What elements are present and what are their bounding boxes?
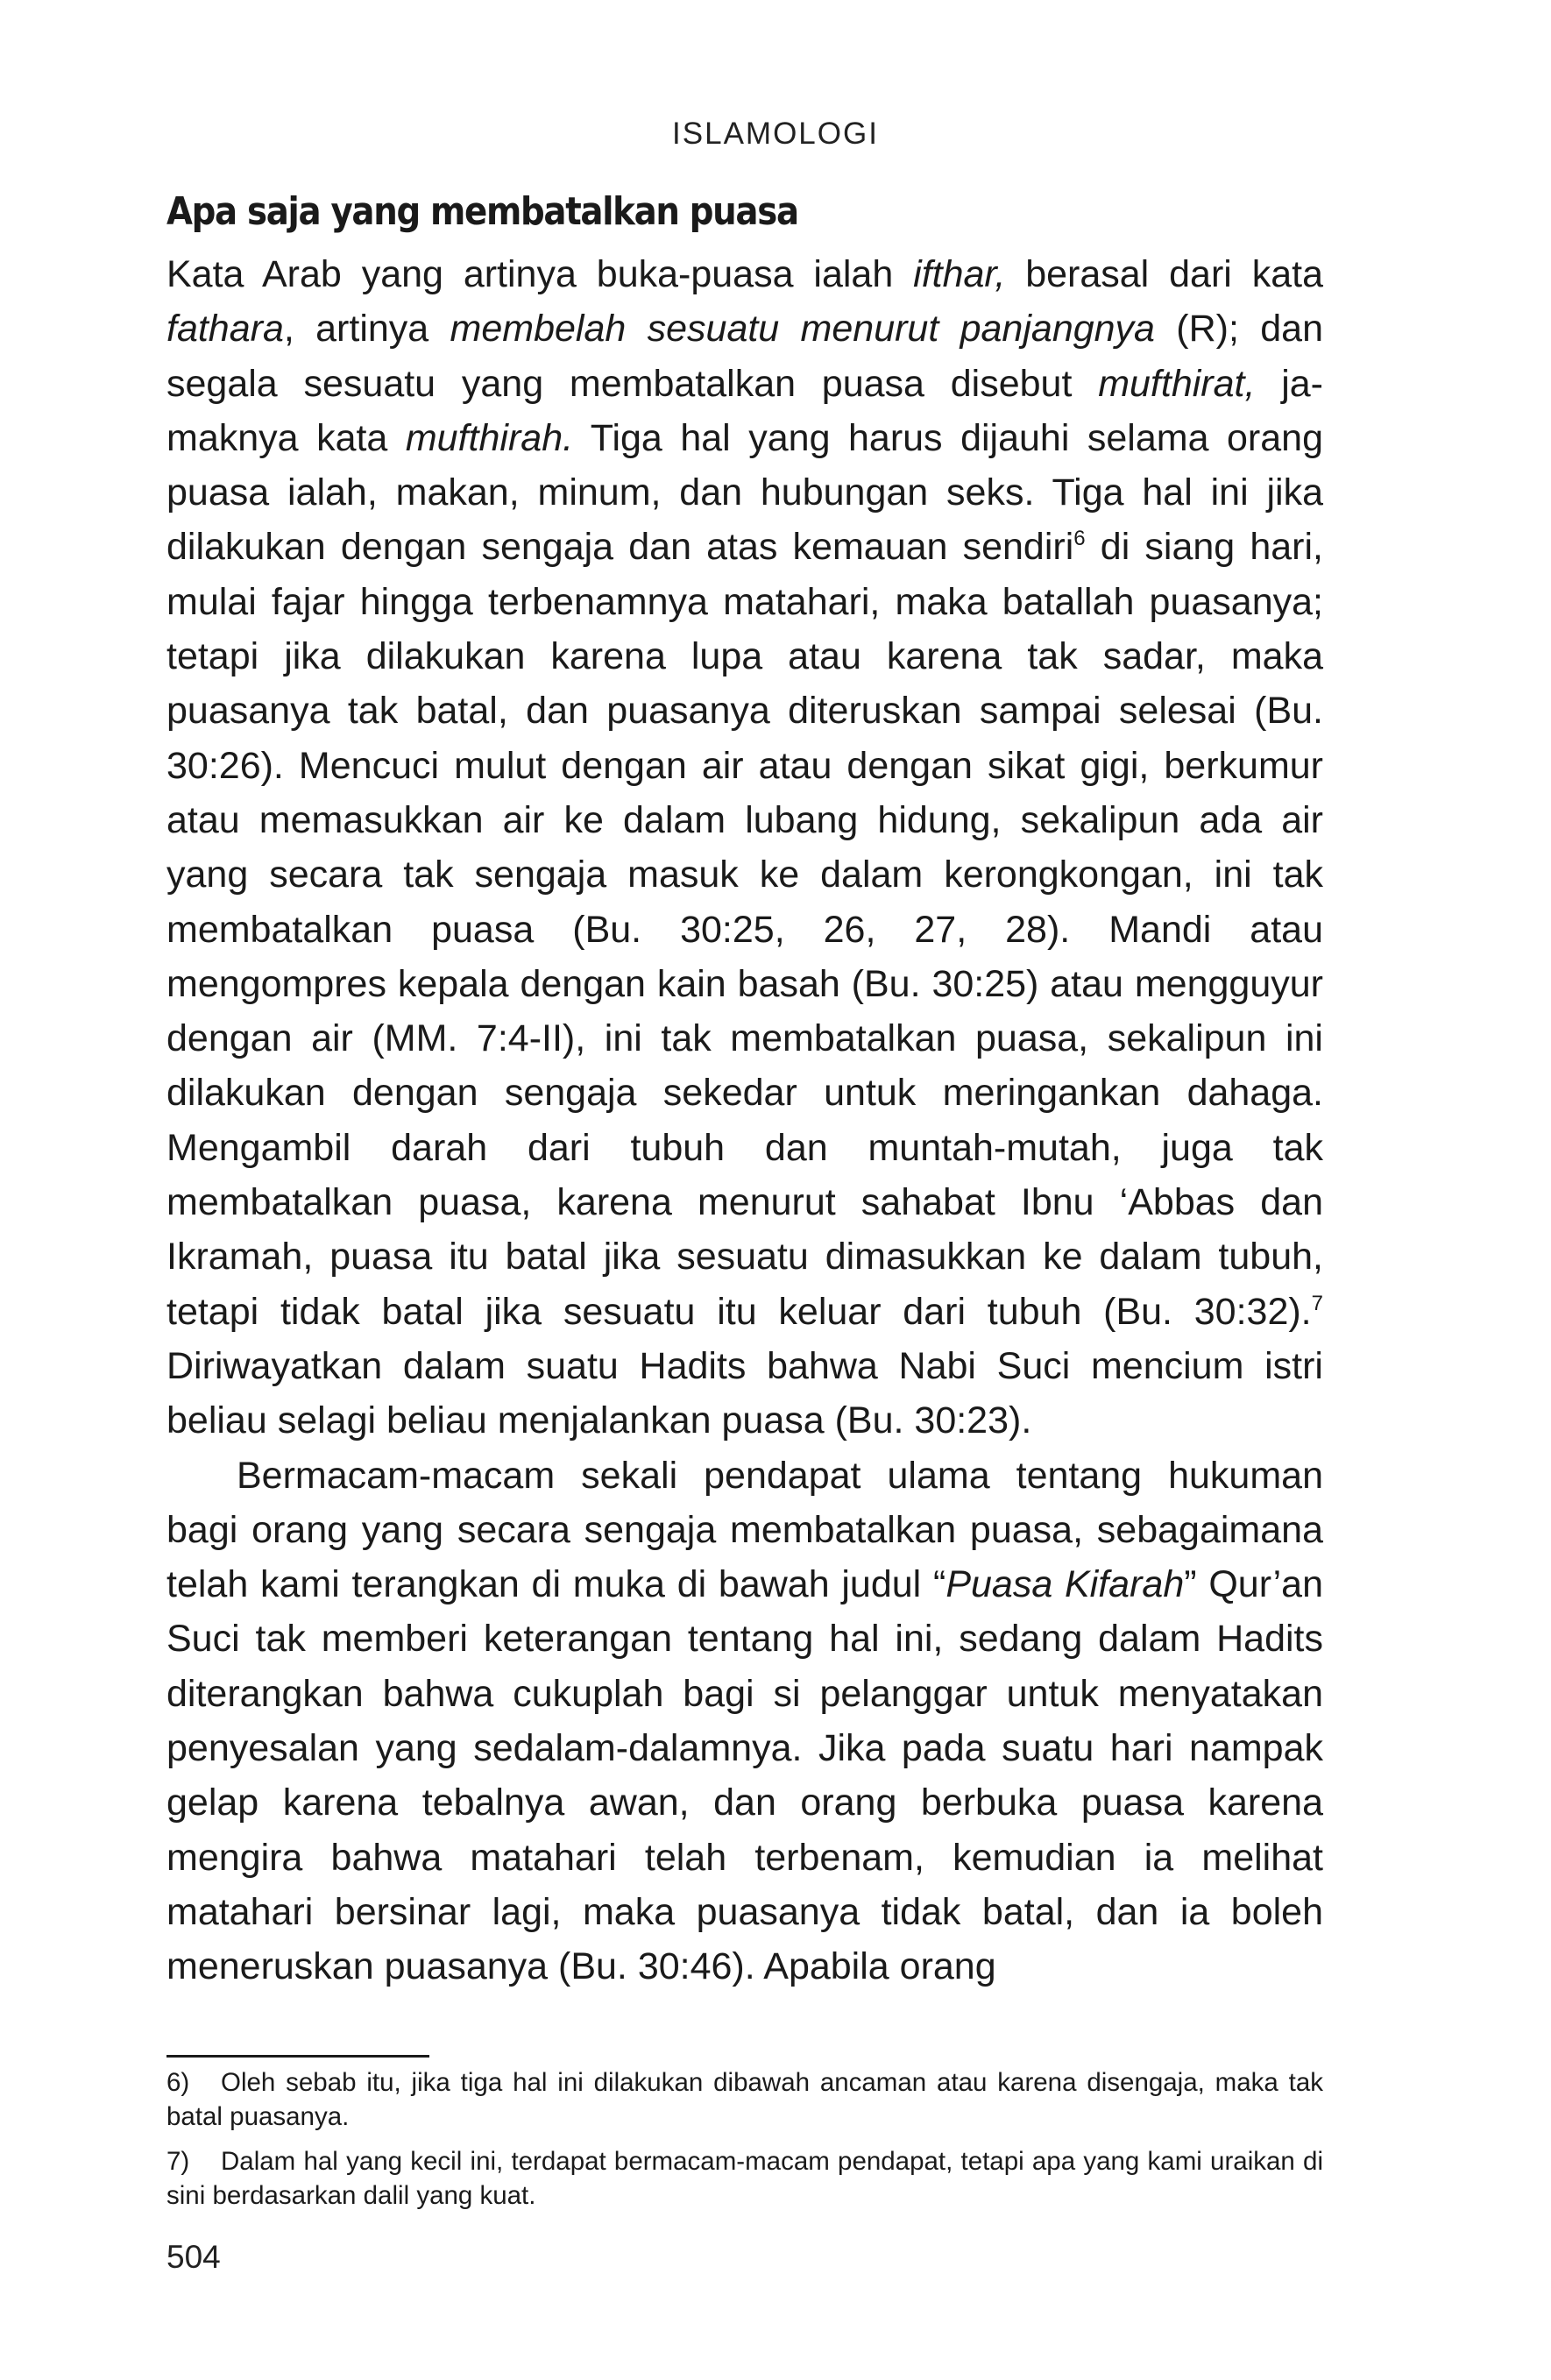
term-membelah: membelah sesuatu menurut panjangnya [450,308,1155,351]
footnote-text: Dalam hal yang kecil ini, terdapat bermacam-macam pendapat, tetapi apa yang kami uraikan di sini berdasarkan dalil yang kuat. [166,2147,1323,2210]
footnote-ref-7[interactable]: 7 [1311,1291,1323,1315]
term-fathara: fathara [166,308,284,351]
term-ifthar: ifthar, [913,253,1006,295]
footnote-text: Oleh sebab itu, jika tiga hal ini dilakukan dibawah ancaman atau karena disengaja, maka tak batal puasanya. [166,2068,1323,2131]
footnote-ref-6[interactable]: 6 [1073,527,1086,551]
text-run: Kata Arab yang artinya buka-puasa ialah [166,253,914,295]
section-heading: Apa saja yang membatalkan puasa [166,189,798,234]
paragraph-1 [166,247,1323,1449]
text-run: di siang hari, mulai fajar hingga terbenamnya matahari, maka batallah puasanya; tetapi jika dilakukan karena lupa atau karena tak sadar, maka puasanya tak batal, dan puasanya diteruskan sampai selesai (Bu. 30:26). Mencuci mulut dengan air atau dengan sikat gigi, berkumur atau memasukkan air ke dalam lubang hidung, sekalipun ada air yang secara tak sengaja masuk ke dalam kerongkongan, ini tak membatalkan puasa (Bu. 30:25, 26, 27, 28). Mandi atau mengompres kepala dengan kain basah (Bu. 30:25) atau mengguyur dengan air (MM. 7:4-II), ini tak membatalkan puasa, sekalipun ini dilakukan dengan sengaja sekedar untuk meringankan dahaga. Mengambil darah dari tubuh dan muntah-mutah, juga tak membatalkan puasa, karena menurut sahabat Ibnu ‘Abbas dan Ikramah, puasa itu batal jika sesuatu dimasukkan ke dalam tubuh, tetapi tidak batal jika sesuatu itu keluar dari tubuh (Bu. 30:32). [166,526,1323,1333]
text-run: jamaknya kata [166,362,1323,459]
text-run: , artinya [283,308,450,351]
footnote-divider [166,2055,429,2058]
term-mufthirah: mufthirah. [405,416,574,459]
text-run: berasal dari kata [1005,253,1323,295]
text-run: Tiga hal yang harus dijauhi selama orang puasa ialah, makan, minum, dan hubungan seks. Tiga hal ini jika dilakukan dengan sengaja dan atas kemauan sendiri [166,416,1323,569]
footnote-6 [166,2065,1323,2134]
term-mufthirat: mufthirat, [1098,362,1256,405]
paragraph-2 [166,1449,1323,1994]
page-number: 504 [166,2239,221,2275]
text-run: Diriwayatkan dalam suatu Hadits bahwa Nabi Suci mencium istri beliau selagi beliau menjalankan puasa (Bu. 30:23). [166,1344,1323,1442]
footnote-number: 7) [166,2147,190,2176]
footnote-number: 6) [166,2068,190,2097]
page-body [166,186,1323,1994]
footnote-7 [166,2144,1323,2213]
term-puasa-kifarah: Puasa Kifarah [945,1563,1185,1606]
text-run: Bermacam-macam sekali pendapat ulama tentang hukuman bagi orang yang secara sengaja membatalkan puasa, sebagaimana telah kami terangkan di muka di bawah judul “ [166,1454,1323,1606]
footnotes [166,2065,1323,2223]
running-header: ISLAMOLOGI [672,117,879,151]
text-run: (R); dan segala sesuatu yang membatalkan puasa disebut [166,308,1324,405]
text-run: ” Qur’an Suci tak memberi keterangan tentang hal ini, sedang dalam Hadits diterangkan bahwa cukuplah bagi si pelanggar untuk menyatakan penyesalan yang sedalam-dalamnya. Jika pada suatu hari nampak gelap karena tebalnya awan, dan orang berbuka puasa karena mengira bahwa matahari telah terbenam, kemudian ia melihat matahari bersinar lagi, maka puasanya tidak batal, dan ia boleh meneruskan puasanya (Bu. 30:46). Apabila orang [166,1563,1323,1988]
